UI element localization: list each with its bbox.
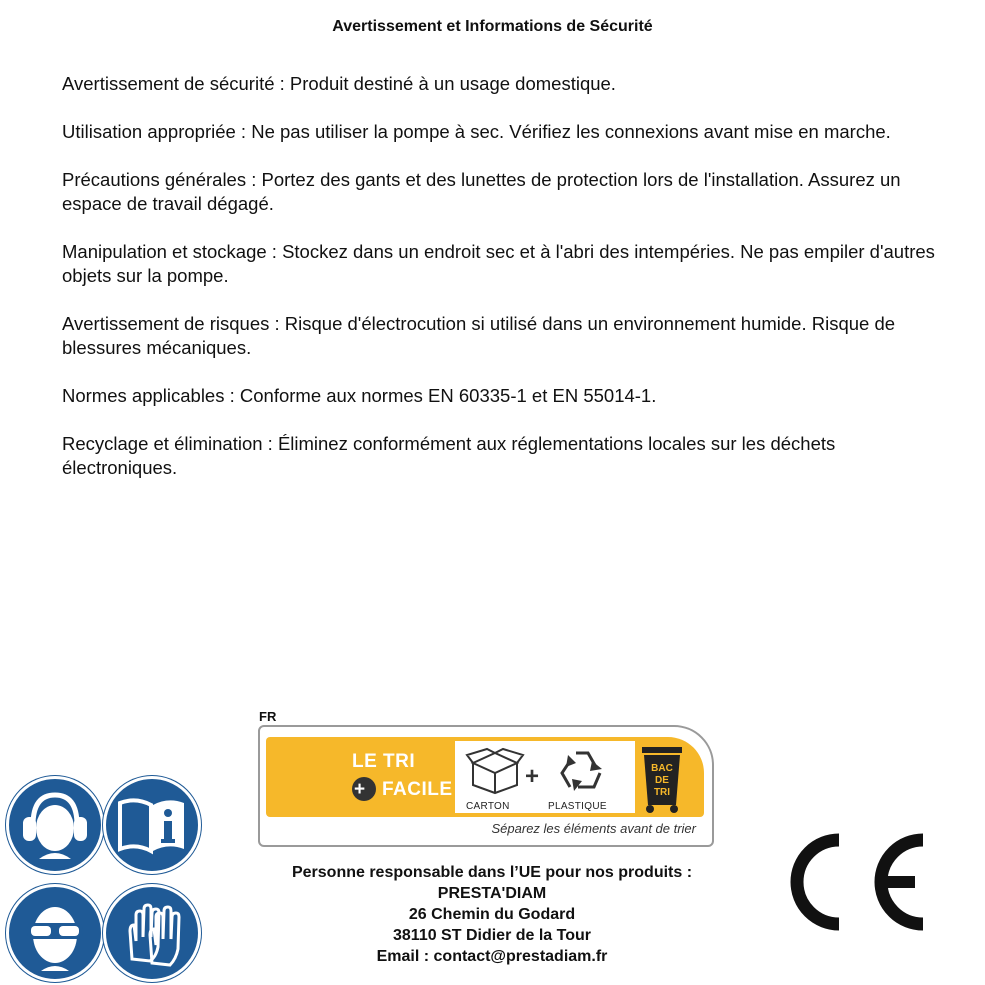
section-general-precautions: Précautions générales : Portez des gants et des lunettes de protection lors de l'installation. Assurez un espace de travail dégagé. [62, 169, 901, 214]
recycle-icon [556, 747, 608, 795]
contact-address-street: 26 Chemin du Godard [408, 906, 576, 923]
read-manual-icon [103, 776, 201, 874]
section-safety-warning: Avertissement de sécurité : Produit destiné à un usage domestique. [62, 73, 616, 94]
sorting-bin-icon [640, 745, 684, 815]
tri-tagline: Séparez les éléments avant de trier [491, 821, 696, 836]
ce-mark-icon [787, 832, 929, 932]
section-proper-use: Utilisation appropriée : Ne pas utiliser la pompe à sec. Vérifiez les connexions avant mise en marche. [62, 121, 891, 142]
svg-text:DE: DE [655, 775, 669, 786]
tri-line2: FACILE [382, 779, 453, 800]
country-label: FR [259, 709, 277, 724]
carton-icon [465, 747, 525, 795]
svg-text:TRI: TRI [653, 787, 671, 798]
tri-line1: LE TRI [352, 751, 416, 772]
page-title: Avertissement et Informations de Sécurité [332, 18, 653, 35]
section-handling-storage: Manipulation et stockage : Stockez dans un endroit sec et à l'abri des intempéries. Ne pas empiler d'autres objets sur la pompe. [62, 241, 935, 286]
section-risk-warning: Avertissement de risques : Risque d'électrocution si utilisé dans un environnement humide. Risque de blessures mécaniques. [62, 313, 896, 358]
material-carton: CARTON [466, 801, 510, 812]
material-plastique: PLASTIQUE [548, 801, 607, 812]
contact-address-city: 38110 ST Didier de la Tour [393, 927, 591, 944]
eu-responsible-person [232, 862, 752, 967]
safety-sections [62, 72, 947, 504]
section-standards: Normes applicables : Conforme aux normes EN 60335-1 et EN 55014-1. [62, 385, 657, 406]
tri-plus: + [354, 779, 366, 800]
svg-text:BAC: BAC [651, 763, 673, 774]
materials-plus: + [525, 763, 540, 790]
contact-heading: Personne responsable dans l’UE pour nos produits : [291, 864, 693, 881]
ear-protection-icon [6, 776, 104, 874]
section-recycling: Recyclage et élimination : Éliminez conformément aux réglementations locales sur les déchets électroniques. [62, 433, 836, 478]
eye-protection-icon [6, 884, 104, 982]
tri-facile-logo [258, 725, 714, 847]
gloves-icon [103, 884, 201, 982]
contact-email: Email : contact@prestadiam.fr [376, 948, 608, 965]
contact-company: PRESTA'DIAM [437, 885, 547, 902]
